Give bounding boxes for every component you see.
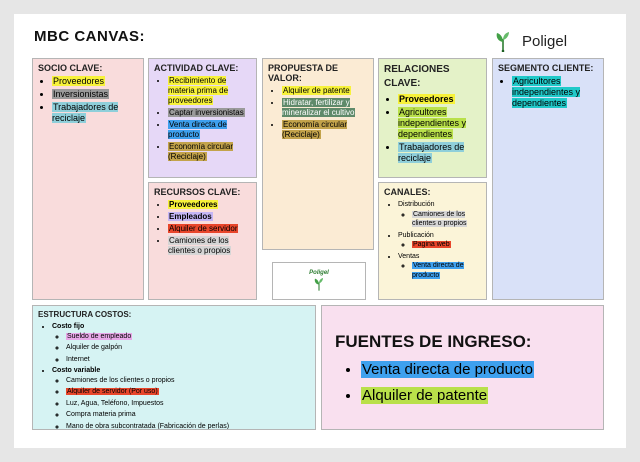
list-item: ◦ Venta directa de producto: [412, 261, 481, 280]
plant-logo-icon: [494, 30, 512, 52]
list-item: • Alquiler de patente: [282, 86, 368, 96]
list-item: • Ventas ◦ Venta directa de producto: [398, 252, 481, 281]
actividad-clave-box: [148, 58, 257, 178]
propuesta-valor-heading: PROPUESTA DE VALOR:: [268, 63, 339, 83]
socio-clave-box: [32, 58, 144, 300]
logo-wordmark: Poligel: [309, 270, 329, 276]
list-item: • Camiones de los clientes o propios: [168, 236, 251, 256]
relaciones-clave-box: [378, 58, 487, 178]
list-item: • Alquiler de servidor: [168, 224, 251, 234]
list-item: • Proveedores: [52, 76, 138, 87]
plant-logo-icon: [313, 276, 325, 292]
segmento-cliente-heading: SEGMENTO CLIENTE:: [498, 63, 594, 73]
propuesta-valor-box: [262, 58, 374, 250]
brand-name: Poligel: [522, 32, 568, 50]
segmento-cliente-box: [492, 58, 604, 300]
list-item: ◦ Sueldo de empleado: [66, 332, 310, 342]
fuentes-ingreso-heading: FUENTES DE INGRESO:: [335, 332, 532, 351]
list-item: • Distribución ◦ Camiones de los clientes o propios: [398, 200, 481, 229]
list-item: • Agricultores independientes y dependientes: [398, 107, 481, 140]
list-item: • Alquiler de patente: [361, 384, 598, 408]
list-item: • Hidratar, fertilizar y mineralizar el cultivo: [282, 98, 368, 118]
list-item: ◦ Internet: [66, 355, 310, 365]
list-item: • Proveedores: [398, 94, 481, 105]
list-item: • Trabajadores de reciclaje: [52, 102, 138, 124]
poligel-logo: [272, 262, 366, 300]
list-item: • Costo variable ◦ Camiones de los clientes o propios ◦ Alquiler de servidor (Por uso) ◦ Luz, Agua, Teléfono, Impuestos ◦ Compra materia prima ◦ Mano de obra subcontratada (Fabricación de perlas): [52, 366, 310, 430]
list-item: • Agricultores independientes y dependientes: [512, 76, 598, 109]
recursos-clave-box: [148, 182, 257, 300]
list-item: • Trabajadores de reciclaje: [398, 142, 481, 164]
actividad-clave-heading: ACTIVIDAD CLAVE:: [154, 63, 239, 73]
canales-heading: CANALES:: [384, 187, 431, 197]
page-title: MBC CANVAS:: [34, 28, 146, 45]
list-item: ◦ Alquiler de galpón: [66, 343, 310, 353]
estructura-costos-box: [32, 305, 316, 430]
list-item: ◦ Luz, Agua, Teléfono, Impuestos: [66, 399, 310, 409]
list-item: ◦ Camiones de los clientes o propios: [66, 376, 310, 386]
list-item: • Costo fijo ◦ Sueldo de empleado ◦ Alquiler de galpón ◦ Internet: [52, 322, 310, 364]
list-item: ◦ Camiones de los clientes o propios: [412, 210, 481, 229]
list-item: • Economía circular (Reciclaje): [168, 142, 251, 162]
list-item: • Publicación ◦ Pagina web: [398, 231, 481, 250]
socio-clave-heading: SOCIO CLAVE:: [38, 63, 103, 73]
canales-box: [378, 182, 487, 300]
list-item: ◦ Mano de obra subcontratada (Fabricación de perlas): [66, 422, 310, 431]
recursos-clave-heading: RECURSOS CLAVE:: [154, 187, 241, 197]
list-item: • Inversionistas: [52, 89, 138, 100]
estructura-costos-heading: ESTRUCTURA COSTOS:: [38, 310, 132, 319]
list-item: • Venta directa de producto: [361, 358, 598, 382]
canvas-page: [14, 14, 626, 448]
list-item: ◦ Compra materia prima: [66, 410, 310, 420]
list-item: • Venta directa de producto: [168, 120, 251, 140]
list-item: • Empleados: [168, 212, 251, 222]
relaciones-clave-heading: RELACIONES CLAVE:: [384, 64, 450, 89]
list-item: • Economía circular (Reciclaje): [282, 120, 368, 140]
list-item: • Proveedores: [168, 200, 251, 210]
list-item: ◦ Pagina web: [412, 240, 481, 250]
brand-header: [494, 30, 567, 52]
list-item: • Captar inversionistas: [168, 108, 251, 118]
fuentes-ingreso-box: [321, 305, 604, 430]
list-item: • Recibimiento de materia prima de proveedores: [168, 76, 251, 106]
list-item: ◦ Alquiler de servidor (Por uso): [66, 387, 310, 397]
